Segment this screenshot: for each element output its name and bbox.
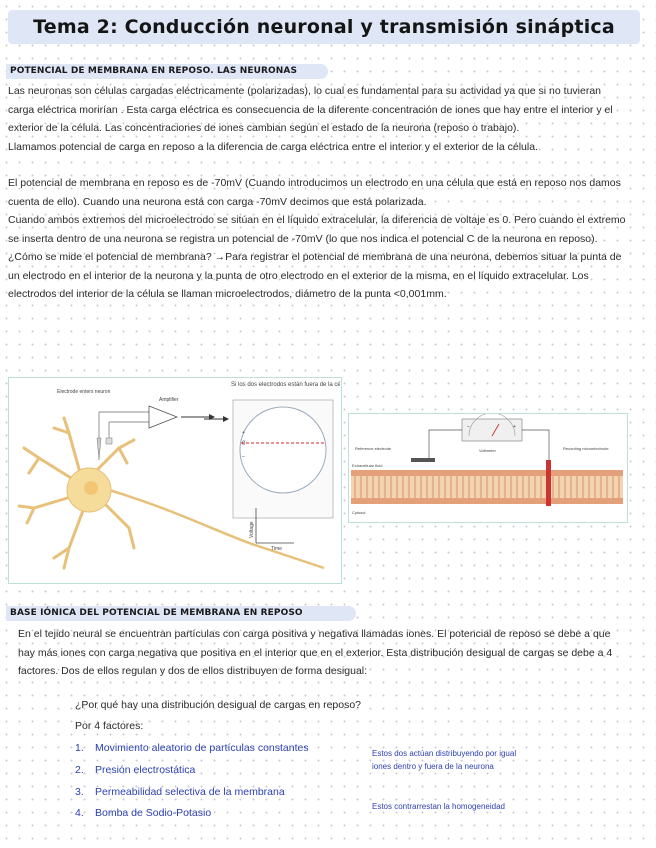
paragraph-70mv: El potencial de membrana en reposo es de -70mV (Cuando introducimos un electrodo en una célula que está en reposo nos damos cuenta de ello). Cuando una neurona está con carga -70mV decimos que está polarizada. <box>8 177 621 208</box>
page-title: Tema 2: Conducción neuronal y transmisión sináptica <box>33 16 615 38</box>
question-unequal-distribution: ¿Por qué hay una distribución desigual de cargas en reposo? <box>75 699 362 711</box>
section-heading-ionic-base: BASE IÓNICA DEL POTENCIAL DE MEMBRANA EN REPOSO <box>6 606 356 621</box>
axis-time-label: Time <box>271 546 282 552</box>
membrane-bilayer <box>351 476 623 498</box>
figure1-caption: Si los dos electrodos están fuera de la célula <box>231 382 340 388</box>
svg-text:0: 0 <box>242 441 246 447</box>
figure-neuron-recording <box>8 377 342 584</box>
factor-item: 4. Bomba de Sodio-Potasio <box>75 807 212 819</box>
label-extracellular: Extracellular fluid <box>352 463 383 468</box>
label-voltmeter: Voltmeter <box>479 448 496 453</box>
title-banner <box>8 10 640 44</box>
note-distribute-equally: Estos dos actúan distribuyendo por igual iones dentro y fuera de la neurona <box>372 749 517 771</box>
paragraph-rest-potential-def: Llamamos potencial de carga en reposo a la diferencia de carga eléctrica entre el interior y el exterior de la célula. <box>8 140 538 153</box>
recording-microelectrode-icon <box>546 460 551 506</box>
label-amplifier: Amplifier <box>159 397 179 403</box>
note-counteract-homogeneity: Estos contrarrestan la homogeneidad <box>372 802 505 811</box>
label-electrode: Electrode enters neuron <box>57 389 111 395</box>
paragraph-ionic-base: En el tejido neural se encuentran partículas con carga positiva y negativa llamadas iones. El potencial de reposo se debe a que hay más iones con carga negativa que positiva en el interior que en el exterior. Esta distribución desigual de cargas se debe a 4 factores. Dos de ellos regulan y dos de ellos distribuyen de forma desigual: <box>18 628 613 677</box>
section-heading-membrane: POTENCIAL DE MEMBRANA EN REPOSO. LAS NEURONAS <box>6 64 328 79</box>
section1-text-block <box>8 82 628 304</box>
svg-text:+: + <box>242 430 245 436</box>
paragraph-neurons: Las neuronas son células cargadas eléctricamente (polarizadas), lo cual es fundamental para su actividad ya que si no tuvieran carga eléctrica morirían . Esta carga eléctrica es consecuencia de la diferente concentración de iones que hay entre el interior y el exterior de la célula. Las concentraciones de iones cambian según el estado de la neurona (reposo o trabajo). <box>8 85 613 134</box>
label-recording-electrode: Recording microelectrode <box>563 446 609 451</box>
oscilloscope-screen <box>240 407 326 493</box>
label-reference-electrode: Reference electrode <box>355 446 392 451</box>
factor-item: 1. Movimiento aleatorio de partículas constantes <box>75 742 309 754</box>
factors-label: Por 4 factores: <box>75 720 144 732</box>
svg-text:–: – <box>242 454 245 460</box>
neuron-recording-illustration <box>9 378 340 582</box>
figure-voltmeter-membrane <box>348 413 628 523</box>
label-cytosol: Cytosol <box>352 510 366 515</box>
paragraph-electrode-voltage: Cuando ambos extremos del microelectrodo se sitúan en el líquido extracelular, la diferencia de voltaje es 0. Pero cuando el extremo se inserta dentro de una neurona se registra un potencial de -70mV (lo que nos indica el potencial C de la neurona en reposo). <box>8 214 626 245</box>
factor-item: 3. Permeabilidad selectiva de la membrana <box>75 786 285 798</box>
factor-item: 2. Presión electrostática <box>75 764 196 776</box>
voltmeter-icon <box>462 419 522 441</box>
paragraph-how-to-measure: ¿Cómo se mide el potencial de membrana? →Para registrar el potencial de membrana de una neurona, debemos situar la punta de un electrodo en el interior de la neurona y la punta de otro electrodo en el exterior de la misma, en el líquido extracelular. Los electrodos del interior de la célula se llaman microelectrodos, diámetro de la punta <0,001mm. <box>8 251 622 300</box>
axis-voltage-label: Voltage <box>249 521 255 538</box>
amplifier-icon <box>149 406 177 428</box>
microelectrode-icon <box>97 438 101 460</box>
svg-text:–: – <box>467 424 470 430</box>
voltmeter-illustration <box>349 414 626 521</box>
svg-text:+: + <box>513 424 516 430</box>
